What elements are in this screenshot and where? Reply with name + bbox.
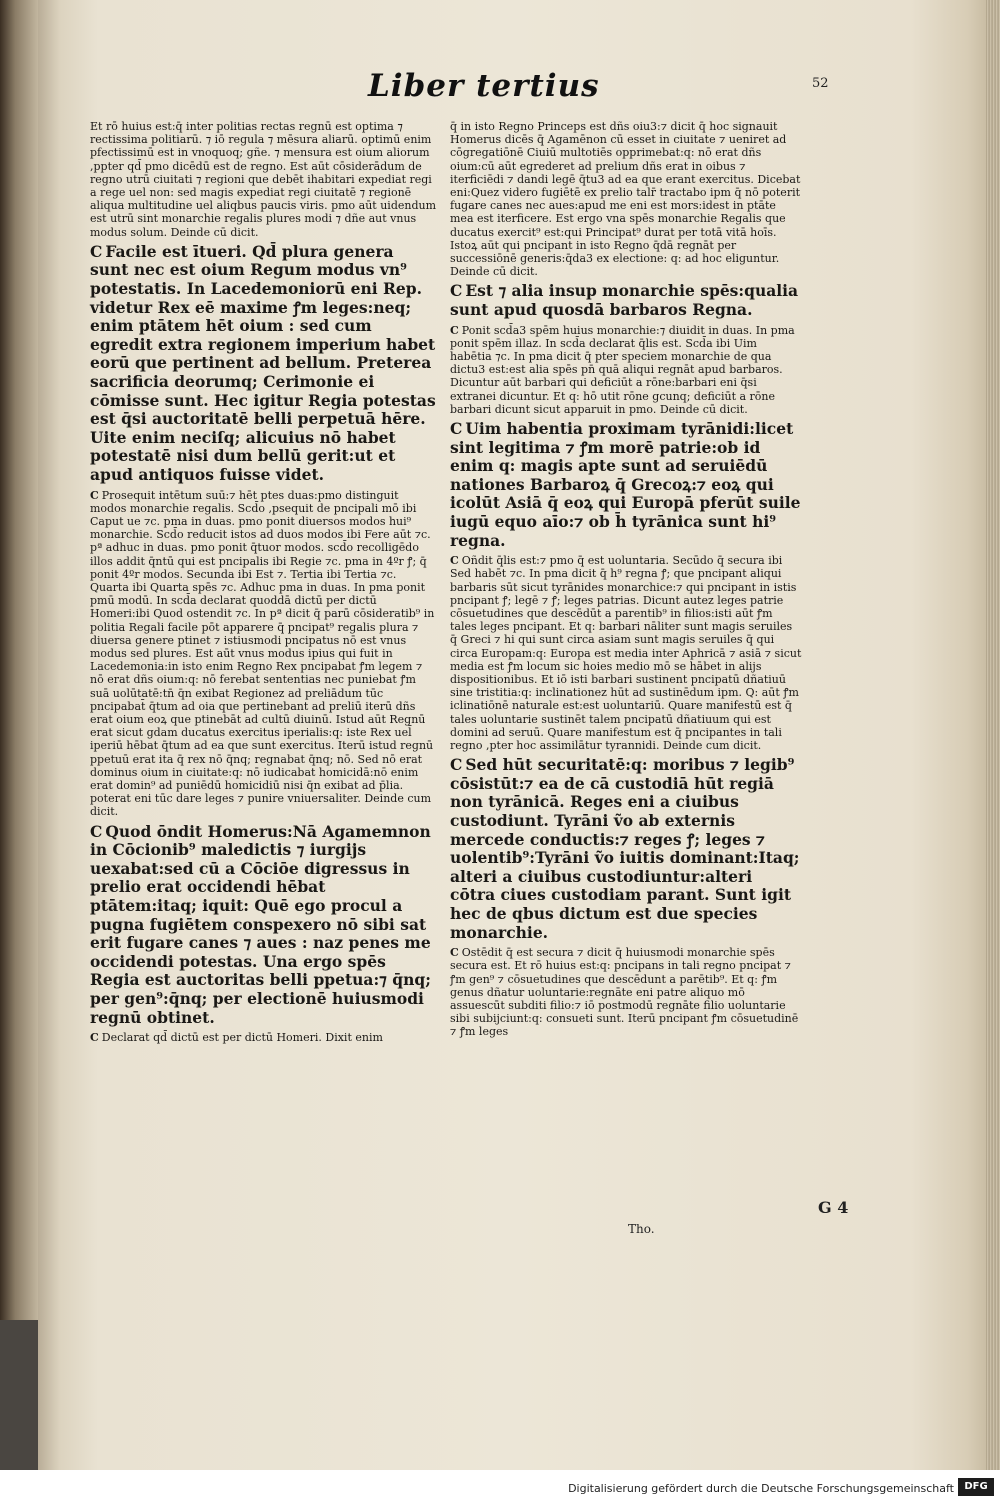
left-column-paragraph [90, 489, 436, 819]
catchword: Tho. [628, 1222, 655, 1236]
paragraph-mark: C [90, 241, 103, 261]
running-head: Liber tertius [368, 68, 600, 104]
paragraph-text: q̄ in isto Regno Princeps est dñs oiu3:⁊ dicit q̄ hoc signauit Homerus dicēs q̄ Agamēnon cū esset in ciuitate ⁊ ueniret ad cōgregatiōnē Ciuiū multotiēs opprimebat:q: nō erat dñs oium:cū aūt egrederet ad prelium dñs erat in oibus ⁊ iterficiēdi ⁊ dandi legē q̄tu3 ad ea que erant exercitus. Dicebat eni:Quez videro fugiētē ex prelio talr̄ tractabo ipm q̄ nō poterit fugare canes nec aues:apud me eni est mors:idest in ptāte mea est iterficere. Est ergo vna spēs monarchie Regalis que ducatus exercit⁹ est:qui Principat⁹ durat per totā vitā hoīs. Istoꝝ aūt qui pncipant in isto Regno q̄dā regnāt per successiōnē generis:q̄da3 ex electione: q: ad hoc eliguntur. Deinde cū dicit. [450, 120, 801, 279]
folio-number: 52 [812, 76, 829, 91]
paragraph-mark: C [450, 755, 463, 775]
page-stack-edge [986, 0, 1000, 1470]
paragraph-text: Facile est ītueri. Qd̄ plura genera sunt nec est oium Regum modus vn⁹ potestatis. In Lacedemoniorū eni Rep. videtur Rex eē maxime ꝭm leges:neq; enim ptātem hēt oium : sed cum egredit extra regionem imperium habet eorū que pertinent ad bellum. Preterea sacrificia deorumq; Cerimonie ei cōmisse sunt. Hec igitur Regia potestas est q̄si auctoritatē belli perpetuā hēre. Uite enim neciſq; alicuius nō habet potestatē nisi dum bellū gerit:ut et apud antiquos fuisse videt. [90, 241, 436, 484]
paragraph-text: Declarat qd̄ dictū est per dictū Homeri. Dixit enim [101, 1031, 383, 1045]
paragraph-mark: C [450, 419, 463, 439]
right-column-paragraph [450, 946, 802, 1038]
paragraph-text: Ponit scd̄a3 spēm huius monarchie:⁊ diuidit in duas. In pma ponit spēm illaz. In scd̄a declarat q̄lis est. Scd̄a ibi Uim habētia ⁊c. In pma dicit q̄ pter speciem monarchie de qua dictu3 est:est alia spēs pn̄ quā aliqui regnāt apud barbaros. Dicuntur aūt barbari qui deficiūt a rōne:barbari eni q̄si extranei dicuntur. Et q: hō utit rōne gcunq; deficiūt a rōne barbari dicunt sicut apparuit in pmo. Deinde cū dicit. [450, 323, 795, 416]
right-column-paragraph [450, 554, 802, 752]
paragraph-text: Oñdit q̄lis est:⁊ pmo q̄ est uoluntaria. Secūdo q̄ secura ibi Sed habēt ⁊c. In pma dicit q̄ h⁹ regna ꝭ; que pncipant aliqui barbaris sūt sicut tyrānides monarchice:⁊ qui pncipant in istis pncipant ꝭ; legē ⁊ ꝭ; leges patrias. Dicunt autez leges patrie cōsuetudines que descēdūt a parentib⁹ in filios:isti aūt ꝭm tales leges pncipant. Et q: barbari nāliter sunt magis seruiles q̄ Greci ⁊ hi qui sunt circa asiam sunt magis seruiles q̄ qui circa Europam:q: Europa est media inter Aphricā ⁊ asiā ⁊ sicut media est ꝭm locum sic hoies medio mō se hābet in alijs dispositionibus. Et iō isti barbari sustinent pncipatū dñatiuū sine tristitia:q: inclinationez hūt ad sustinēdum ipm. Q: aūt ꝭm iclinatiōnē naturale est:est uoluntariū. Quare manifestū est q̄ tales uoluntarie sustinēt talem pncipatū dñatiuum qui est domini ad seruū. Quare manifestum est q̄ pncipantes in tali regno ,pter hoc assimilātur tyrannidi. Deinde cum dicit. [450, 554, 802, 753]
paragraph-text: Est ⁊ alia insup monarchie spēs:qualia sunt apud quosdā barbaros Regna. [450, 281, 799, 320]
paragraph-mark: C [90, 1031, 99, 1045]
paragraph-mark: C [450, 946, 459, 960]
left-column-paragraph [90, 243, 436, 485]
left-column-paragraph [90, 120, 436, 239]
paragraph-mark: C [450, 281, 463, 301]
paragraph-text: Sed hūt securitatē:q: moribus ⁊ legib⁹ cōsistūt:⁊ ea de cā custodiā hūt regiā non tyrānicā. Reges eni a ciuibus custodiunt. Tyrāni ṽo ab externis mercede conductis:⁊ reges ꝭ; leges ⁊ uolentib⁹:Tyrāni ṽo iuitis dominant:Itaq; alteri a ciuibus custodiuntur:alteri cōtra ciues custodiam parant. Sunt igit hec de qbus dictum est due species monarchie. [450, 755, 800, 942]
paragraph-text: Ostēdit q̄ est secura ⁊ dicit q̄ huiusmodi monarchie spēs secura est. Et rō huius est:q: pncipans in tali regno pncipat ⁊ ꝭm gen⁹ ⁊ cōsuetudines que descēdunt a parētib⁹. Et q: ꝭm genus dñatur uoluntarie:regnāte eni patre aliquo mō assuescūt subditi filio:⁊ iō postmodū regnāte filio uoluntarie sibi subijciunt:q: consueti sunt. Iterū pncipant ꝭm cōsuetudinē ⁊ ꝭm leges [450, 946, 799, 1039]
dfg-logo: DFG [958, 1478, 994, 1496]
right-column-paragraph [450, 324, 802, 416]
paragraph-mark: C [90, 821, 103, 841]
right-column-paragraph [450, 420, 802, 550]
facing-page-edge [0, 0, 38, 1320]
right-column-paragraph [450, 282, 802, 319]
right-column [450, 120, 802, 1043]
paragraph-mark: C [450, 554, 459, 568]
right-column-paragraph [450, 756, 802, 942]
right-column-paragraph [450, 120, 802, 278]
left-column-paragraph [90, 1031, 436, 1044]
footer-credit: Digitalisierung gefördert durch die Deutsche Forschungsgemeinschaft [568, 1482, 954, 1495]
paragraph-mark: C [90, 488, 99, 502]
left-column-paragraph [90, 823, 436, 1028]
paragraph-text: Prosequit intētum suū:⁊ hēt ptes duas:pmo distinguit modos monarchie regalis. Scd̄o ,psequit de pncipali mō ibi Caput ue ⁊c. pma in duas. pmo ponit diuersos modos hui⁹ monarchie. Scd̄o reducit istos ad duos modos ibi Fere aūt ⁊c. pª adhuc in duas. pmo ponit q̄tuor modos. scd̄o recolligēdo illos addit q̄ntū qui est pncipalis ibi Regie ⁊c. pma in 4ºr ꝭ; q̄ ponit 4ºr modos. Secunda ibi Est ⁊. Tertia ibi Tertia ⁊c. Quarta ibi Quarta spēs ⁊c. Adhuc pma in duas. In pma ponit pmū modū. In scd̄a declarat quoddā dictū per dictū Homeri:ibi Quod ostendit ⁊c. In pª dicit q̄ parū cōsideratib⁹ in politia Regali facile pōt apparere q̄ pncipat⁹ regalis plura ⁊ diuersa genere ptinet ⁊ istiusmodi pncipatus nō est vnus modus sed plures. Est aūt vnus modus ipius qui fuit in Lacedemonia:in isto enim Regno Rex pncipabat ꝭm legem ⁊ nō erat dñs oium:q: nō ferebat sententias nec puniebat ꝭm suā uolūtatē:tn̄ q̄n exibat Regionez ad preliādum tūc pncipabat̄ q̄tum ad oia que pertinebant ad preliū iterū dñs erat oium eoꝝ que ptinebāt ad cultū diuinū. Istud aūt Regnū erat sicut gdam ducatus exercitus iperialis:q: iste Rex uel̄ iperiū hēbat q̄tum ad ea que sunt exercitus. Iterū istud regnū ppetuū erat ita q̄ rex nō q̄nq; regnabat q̄nq; nō. Sed nō erat dominus oium in ciuitate:q: nō iudicabat homicidā:nō enim erat domin⁹ ad puniēdū homicidiū nisi q̄n exibat ad p̄lia. poterat eni tūc dare leges ⁊ punire vniuersaliter. Deinde cum dicit. [90, 488, 435, 819]
paragraph-text: Et rō huius est:q̄ inter politias rectas regnū est optima ⁊ rectissima politiarū. ⁊ iō regula ⁊ mēsura aliarū. optimū enim pfectissimū est in vnoquoq; gñe. ⁊ mensura est oium aliorum ,ppter qd̄ pmo dicēdū est de regno. Est aūt cōsiderādum de regno utrū ciuitati ⁊ regioni que debēt ihabitari expediat regi a rege uel non: sed magis expediat regi ciuitatē ⁊ regionē aliqua multitudine uel aliqbus paucis viris. pmo aūt uidendum est utrū sint monarchie regalis plures modi ⁊ dñe aut vnus modus solum. Deinde cū dicit. [90, 120, 437, 239]
signature-mark: G 4 [818, 1198, 849, 1217]
paragraph-text: Quod ōndit Homerus:Nā Agamemnon in Cōcionib⁹ maledictis ⁊ iurgijs uexabat:sed cū a Cōciōe digressus in prelio erat occidendi hēbat ptātem:itaq; iquit: Quē ego procul a pugna fugiētem conspexero nō sibi sat erit fugare canes ⁊ aues : naz penes me occidendi potestas. Una ergo spēs Regia est auctoritas belli ppetua:⁊ q̄nq; per gen⁹:q̄nq; per electionē huiusmodi regnū obtinet. [90, 821, 431, 1027]
left-column [90, 120, 436, 1048]
paragraph-text: Uim habentia proximam tyrānidi:licet sint legitima ⁊ ꝭm morē patrie:ob id enim q: magis apte sunt ad seruiēdū nationes Barbaroꝝ q̄ Grecoꝝ:⁊ eoꝝ qui icolūt Asiā q̄ eoꝝ qui Europā pferūt suile iugū equo aīo:⁊ ob h̄ tyrānica sunt hi⁹ regna. [450, 419, 801, 550]
paragraph-mark: C [450, 323, 459, 337]
